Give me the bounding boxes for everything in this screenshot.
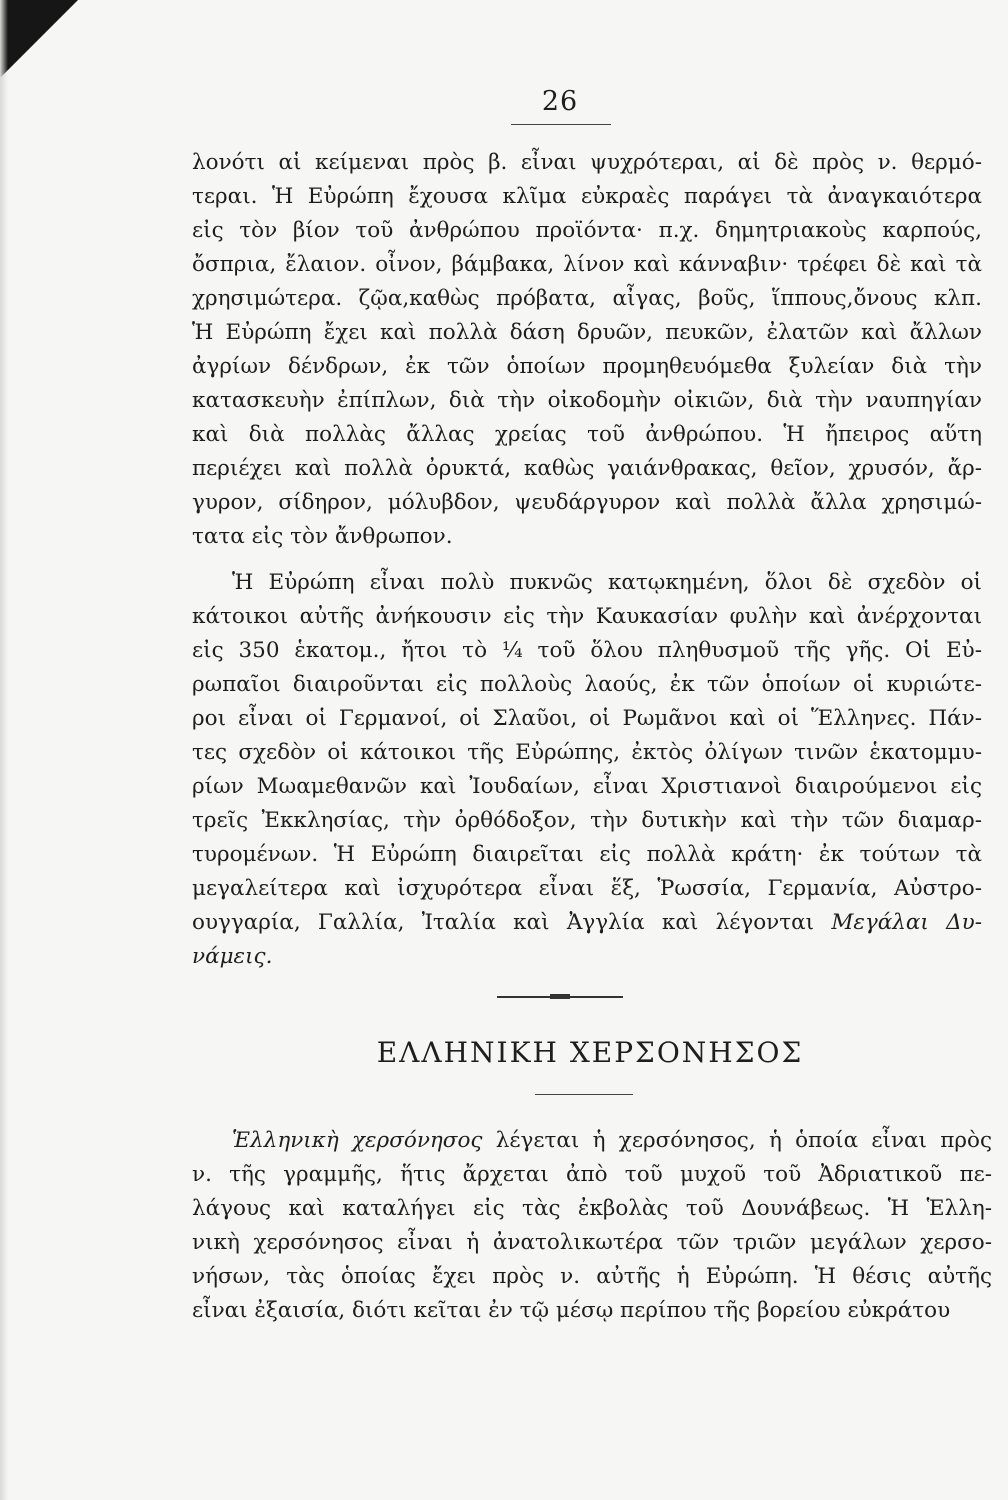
text-line: κατασκευὴν ἐπίπλων, διὰ τὴν οἰκοδομὴν οἰκιῶν, διὰ τὴν ναυπηγίαν [192, 388, 982, 413]
text-line: τεραι. Ἡ Εὐρώπη ἔχουσα κλῖμα εὐκραὲς παράγει τὰ ἀναγκαιότερα [192, 184, 982, 209]
paragraph-1 [192, 146, 982, 554]
paragraph-2 [192, 566, 982, 974]
text-line: ὄσπρια, ἔλαιον. οἶνον, βάμβακα, λίνον καὶ κάνναβιν· τρέφει δὲ καὶ τὰ [192, 252, 982, 277]
text-line: Ἡ Εὐρώπη εἶναι πολὺ πυκνῶς κατῳκημένη, ὅλοι δὲ σχεδὸν οἱ [232, 570, 982, 595]
page-edge-shadow [0, 0, 8, 1500]
text-line: ν. τῆς γραμμῆς, ἥτις ἄρχεται ἀπὸ τοῦ μυχοῦ τοῦ Ἀδριατικοῦ πε- [192, 1162, 992, 1187]
section-heading: ΕΛΛΗΝΙΚΗ ΧΕΡΣΟΝΗΣΟΣ [376, 1036, 804, 1069]
paragraph-3 [192, 1124, 992, 1328]
page-number: 26 [541, 86, 579, 117]
text-line: ροι εἶναι οἱ Γερμανοί, οἱ Σλαῦοι, οἱ Ρωμᾶνοι καὶ οἱ Ἕλληνες. Πάν- [192, 706, 982, 731]
text-line: ἀγρίων δένδρων, ἐκ τῶν ὁποίων προμηθευόμεθα ξυλείαν διὰ τὴν [192, 354, 982, 379]
text-line: εἶναι ἐξαισία, διότι κεῖται ἐν τῷ μέσῳ περίπου τῆς βορείου εὐκράτου [192, 1298, 951, 1323]
text-line: τατα εἰς τὸν ἄνθρωπον. [192, 524, 453, 549]
text-line: νήσων, τὰς ὁποίας ἔχει πρὸς ν. αὐτῆς ἡ Εὐρώπη. Ἡ θέσις αὐτῆς [192, 1264, 992, 1289]
page-number-rule [511, 124, 611, 125]
text-line: τρεῖς Ἐκκλησίας, τὴν ὀρθόδοξον, τὴν δυτικὴν καὶ τὴν τῶν διαμαρ- [192, 808, 982, 833]
text-line: καὶ διὰ πολλὰς ἄλλας χρείας τοῦ ἀνθρώπου. Ἡ ἤπειρος αὕτη [192, 422, 982, 447]
italic-term: Μεγάλαι Δυ- [831, 910, 982, 935]
text-line: λονότι αἱ κείμεναι πρὸς β. εἶναι ψυχρότεραι, αἱ δὲ πρὸς ν. θερμό- [192, 150, 982, 175]
italic-term: Ἑλληνικὴ χερσόνησος [232, 1128, 483, 1153]
text-line: εἰς 350 ἑκατομ., ἤτοι τὸ ¼ τοῦ ὅλου πληθυσμοῦ τῆς γῆς. Οἱ Εὐ- [192, 638, 982, 663]
text-line: Ἡ Εὐρώπη ἔχει καὶ πολλὰ δάση δρυῶν, πευκῶν, ἐλατῶν καὶ ἄλλων [192, 320, 982, 345]
text-line: ρίων Μωαμεθανῶν καὶ Ἰουδαίων, εἶναι Χριστιανοὶ διαιρούμενοι εἰς [192, 774, 982, 799]
text-line: χρησιμώτερα. ζῷα,καθὼς πρόβατα, αἶγας, βοῦς, ἵππους,ὄνους κλπ. [192, 286, 982, 311]
dark-corner [0, 0, 78, 78]
text-line: τυρομένων. Ἡ Εὐρώπη διαιρεῖται εἰς πολλὰ κράτη· ἐκ τούτων τὰ [192, 842, 982, 867]
text-line: νικὴ χερσόνησος εἶναι ἡ ἀνατολικωτέρα τῶν τριῶν μεγάλων χερσο- [192, 1230, 992, 1255]
heading-rule [535, 1094, 633, 1095]
text-line: περιέχει καὶ πολλὰ ὀρυκτά, καθὼς γαιάνθρακας, θεῖον, χρυσόν, ἄρ- [192, 456, 982, 481]
text-line: γυρον, σίδηρον, μόλυβδον, ψευδάργυρον καὶ πολλὰ ἄλλα χρησιμώ- [192, 490, 982, 515]
text-segment: ουγγαρία, Γαλλία, Ἰταλία καὶ Ἀγγλία καὶ λέγονται [192, 910, 815, 935]
text-line: λάγους καὶ καταλήγει εἰς τὰς ἐκβολὰς τοῦ Δουνάβεως. Ἡ Ἑλλη- [192, 1196, 992, 1221]
text-line: νάμεις. [192, 944, 273, 969]
text-line: κάτοικοι αὐτῆς ἀνήκουσιν εἰς τὴν Καυκασίαν φυλὴν καὶ ἀνέρχονται [192, 604, 982, 629]
text-segment: λέγεται ἡ χερσόνησος, ἡ ὁποία εἶναι πρὸς [495, 1128, 992, 1153]
text-line-with-italic [192, 1124, 992, 1158]
text-line: ρωπαῖοι διαιροῦνται εἰς πολλοὺς λαούς, ἐκ τῶν ὁποίων οἱ κυριώτε- [192, 672, 982, 697]
text-line: εἰς τὸν βίον τοῦ ἀνθρώπου προϊόντα· π.χ. δημητριακοὺς καρπούς, [192, 218, 982, 243]
text-line-with-italic [192, 906, 982, 940]
text-line: μεγαλείτερα καὶ ἰσχυρότερα εἶναι ἕξ, Ῥωσσία, Γερμανία, Αὐστρο- [192, 876, 982, 901]
separator-ornament [550, 994, 570, 999]
text-line: τες σχεδὸν οἱ κάτοικοι τῆς Εὐρώπης, ἐκτὸς ὀλίγων τινῶν ἑκατομμυ- [192, 740, 982, 765]
